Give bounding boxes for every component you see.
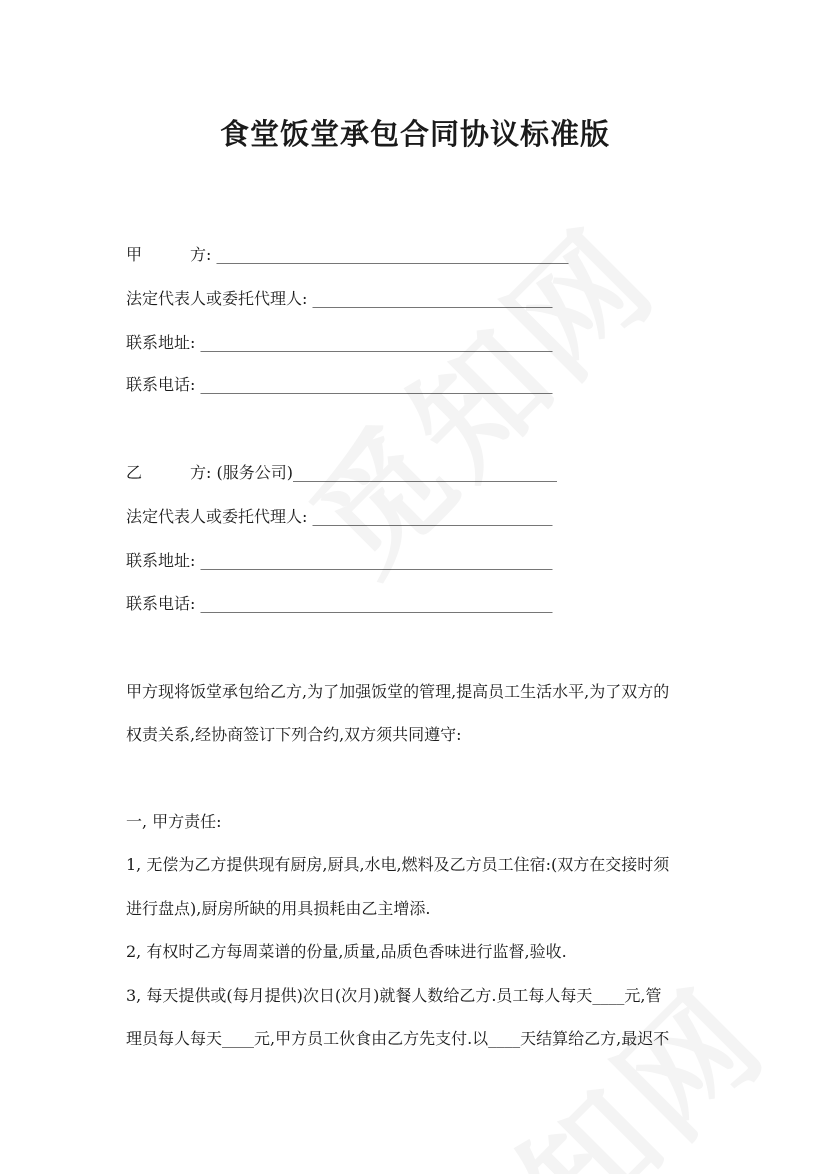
party-a-representative-line: 法定代表人或委托代理人: ______________________________ [126, 289, 553, 308]
clause-3-line-2: 理员每人每天____元,甲方员工伙食由乙方先支付.以____天结算给乙方,最迟不 [126, 1029, 670, 1048]
party-b-representative-line: 法定代表人或委托代理人: ______________________________ [126, 507, 553, 526]
clause-3-line-1: 3, 每天提供或(每月提供)次日(次月)就餐人数给乙方.员工每人每天____元,管 [126, 986, 662, 1005]
clause-1-line-2: 进行盘点),厨房所缺的用具损耗由乙主增添. [126, 899, 431, 918]
party-a-address-line: 联系地址: ____________________________________________ [126, 333, 553, 352]
party-a-phone-line: 联系电话: ____________________________________________ [126, 375, 553, 394]
party-b-phone-line: 联系电话: ____________________________________________ [126, 594, 553, 613]
intro-paragraph-line-1: 甲方现将饭堂承包给乙方,为了加强饭堂的管理,提高员工生活水平,为了双方的 [126, 682, 670, 701]
party-b-address-line: 联系地址: ____________________________________________ [126, 551, 553, 570]
watermark [375, 941, 800, 1174]
party-b-line: 乙 方: (服务公司)_________________________________ [126, 463, 557, 482]
document-title: 食堂饭堂承包合同协议标准版 [219, 117, 610, 151]
intro-paragraph-line-2: 权责关系,经协商签订下列合约,双方须共同遵守: [126, 725, 462, 744]
clause-2: 2, 有权时乙方每周菜谱的份量,质量,品质色香味进行监督,验收. [126, 942, 567, 961]
party-a-line: 甲 方: ____________________________________________ [126, 245, 569, 264]
section-heading: 一, 甲方责任: [126, 812, 222, 831]
clause-1-line-1: 1, 无偿为乙方提供现有厨房,厨具,水电,燃料及乙方员工住宿:(双方在交接时须 [126, 855, 670, 874]
